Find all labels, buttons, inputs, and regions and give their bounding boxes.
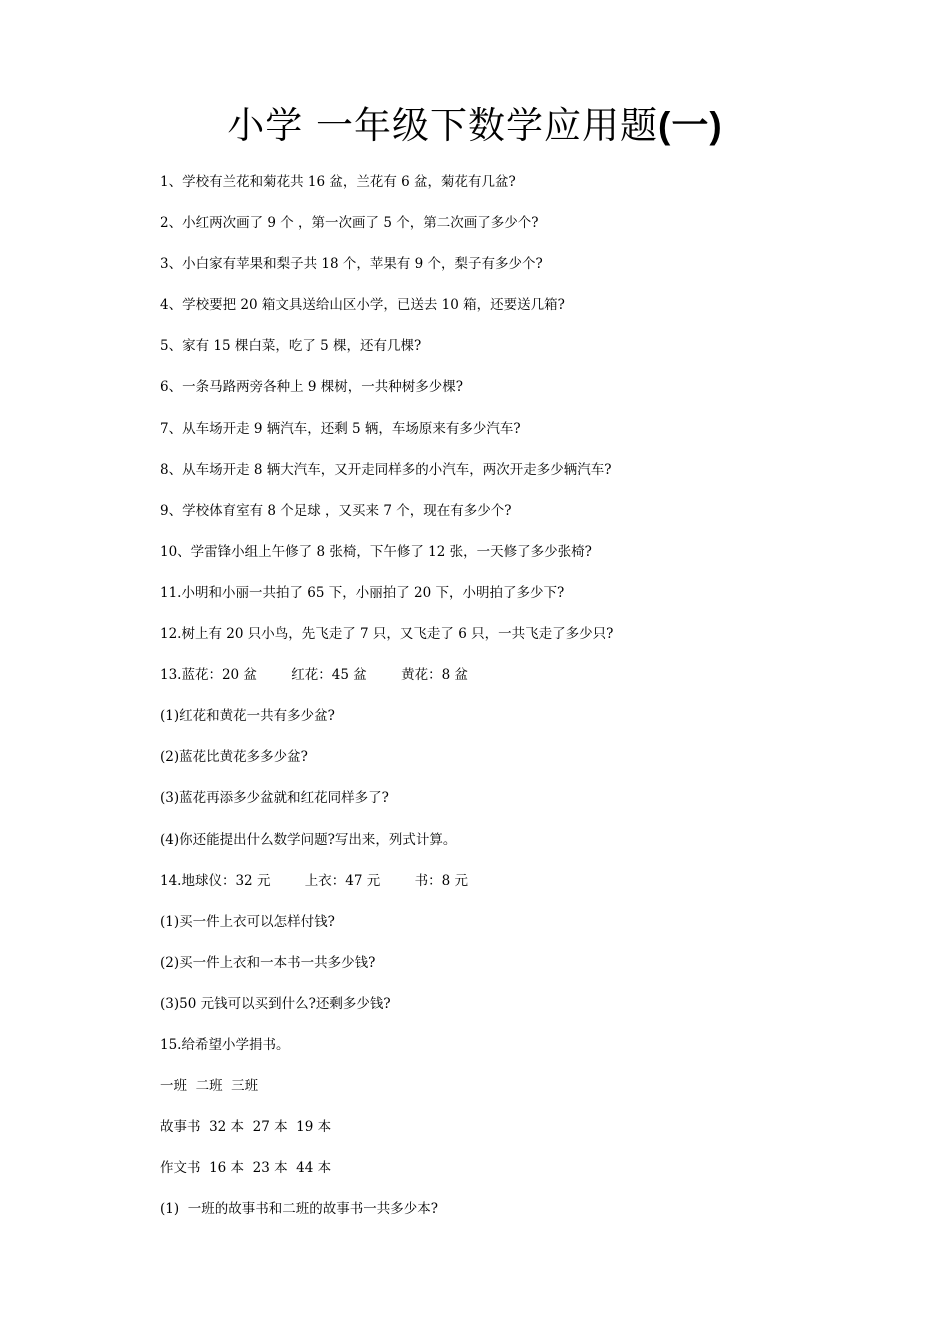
problem-line: 15.给希望小学捐书。 bbox=[160, 1036, 290, 1053]
table-row-line: 作文书 16 本 23 本 44 本 bbox=[160, 1160, 332, 1177]
problem-line: 8、从车场开走 8 辆大汽车，又开走同样多的小汽车，两次开走多少辆汽车? bbox=[160, 461, 612, 478]
sub-question-line: (4)你还能提出什么数学问题?写出来，列式计算。 bbox=[160, 831, 457, 848]
sub-question-line: (1)红花和黄花一共有多少盆? bbox=[160, 708, 335, 725]
sub-question-line: (2)蓝花比黄花多多少盆? bbox=[160, 749, 308, 766]
problem-line: 10、学雷锋小组上午修了 8 张椅，下午修了 12 张，一天修了多少张椅? bbox=[160, 543, 592, 560]
problem-line: 4、学校要把 20 箱文具送给山区小学，已送去 10 箱，还要送几箱? bbox=[160, 297, 565, 314]
problem-line: 2、小红两次画了 9 个 ，第一次画了 5 个，第二次画了多少个? bbox=[160, 215, 539, 232]
problem-line: 5、家有 15 棵白菜，吃了 5 棵，还有几棵? bbox=[160, 338, 422, 355]
title-main: 小学 一年级下数学应用题 bbox=[227, 104, 659, 147]
sub-question-line: (3)50 元钱可以买到什么?还剩多少钱? bbox=[160, 995, 391, 1012]
problem-line: 13.蓝花：20 盆 红花：45 盆 黄花：8 盆 bbox=[160, 667, 468, 684]
problem-line: 7、从车场开走 9 辆汽车，还剩 5 辆，车场原来有多少汽车? bbox=[160, 420, 521, 437]
problem-line: 14.地球仪：32 元 上衣：47 元 书：8 元 bbox=[160, 872, 468, 889]
table-row-line: 故事书 32 本 27 本 19 本 bbox=[160, 1119, 332, 1136]
problem-line: 1、学校有兰花和菊花共 16 盆，兰花有 6 盆，菊花有几盆? bbox=[160, 174, 516, 190]
table-header-line: 一班 二班 三班 bbox=[160, 1078, 259, 1095]
problem-line: 11.小明和小丽一共拍了 65 下，小丽拍了 20 下，小明拍了多少下? bbox=[160, 584, 565, 601]
problem-line: 3、小白家有苹果和梨子共 18 个，苹果有 9 个，梨子有多少个? bbox=[160, 256, 543, 273]
problem-line: 12.树上有 20 只小鸟，先飞走了 7 只，又飞走了 6 只，一共飞走了多少只? bbox=[160, 626, 614, 643]
sub-question-line: (1)买一件上衣可以怎样付钱? bbox=[160, 913, 335, 930]
problem-line: 9、学校体育室有 8 个足球 ，又买来 7 个，现在有多少个? bbox=[160, 502, 512, 519]
problem-line: 6、一条马路两旁各种上 9 棵树，一共种树多少棵? bbox=[160, 379, 463, 396]
sub-question-line: (3)蓝花再添多少盆就和红花同样多了? bbox=[160, 790, 389, 807]
sub-question-line: (2)买一件上衣和一本书一共多少钱? bbox=[160, 954, 376, 971]
title-paren: (一) bbox=[658, 105, 723, 146]
page-title bbox=[0, 100, 950, 152]
sub-question-line: (1) 一班的故事书和二班的故事书一共多少本? bbox=[160, 1201, 438, 1218]
problem-list bbox=[160, 170, 860, 1238]
